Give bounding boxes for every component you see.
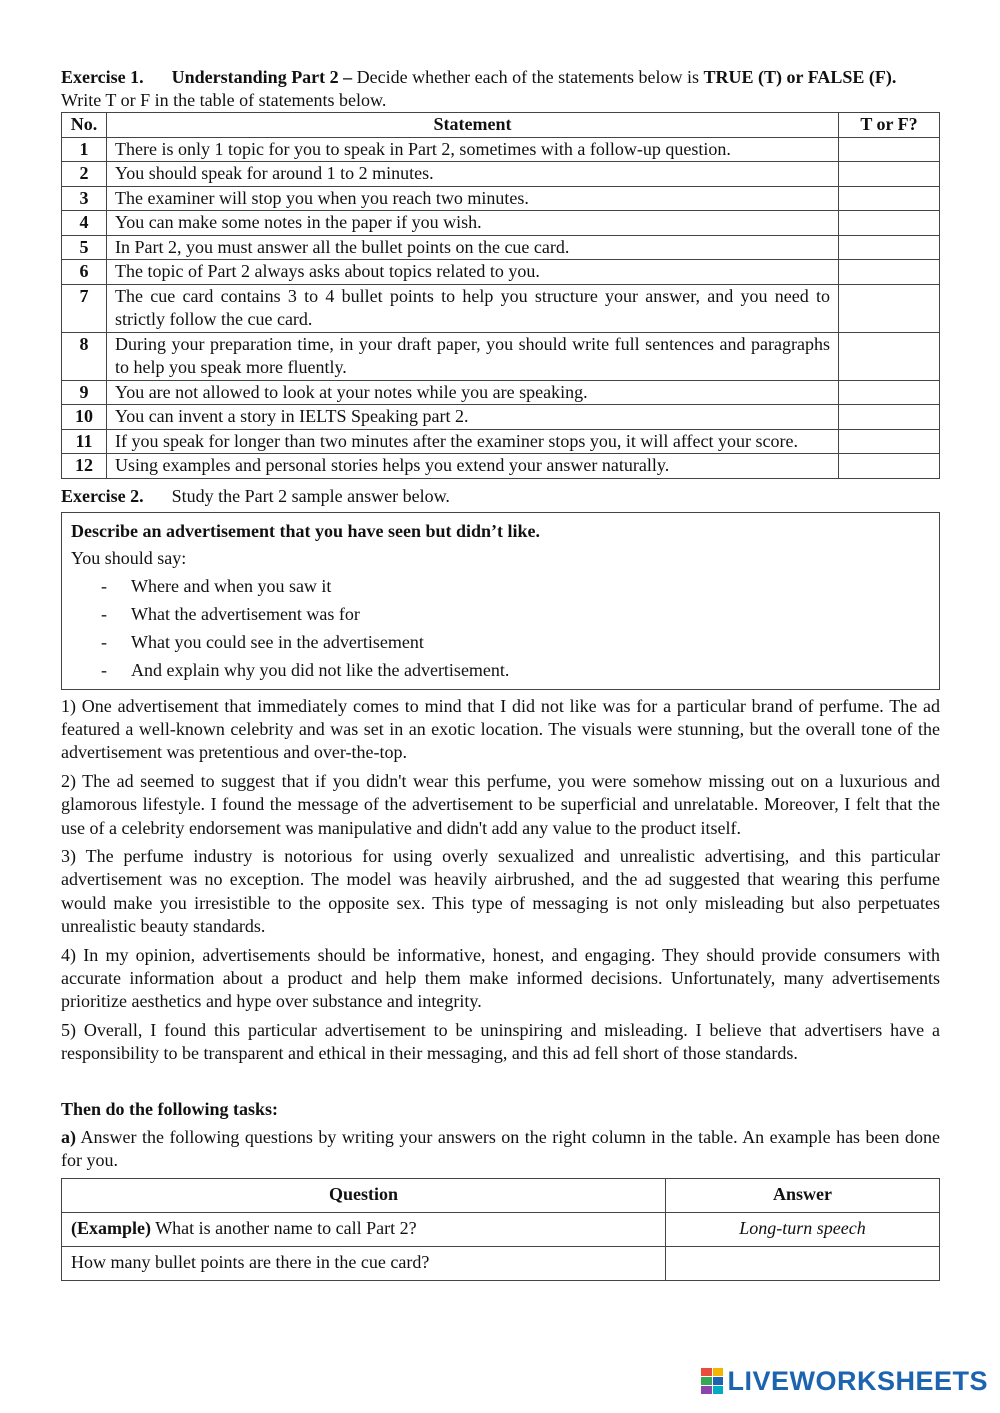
tasks-heading: Then do the following tasks: bbox=[61, 1098, 279, 1119]
worksheet-page bbox=[61, 66, 940, 1281]
cue-card-you-should-say: You should say: bbox=[71, 547, 187, 568]
statement-number: 7 bbox=[62, 284, 107, 332]
exercise2-heading bbox=[61, 485, 940, 508]
statement-row bbox=[62, 162, 940, 187]
answer-cell[interactable] bbox=[666, 1246, 940, 1280]
sample-answer bbox=[61, 695, 940, 1066]
statement-row bbox=[62, 429, 940, 454]
statement-number: 12 bbox=[62, 454, 107, 479]
header-answer: Answer bbox=[666, 1178, 940, 1212]
task-a-text: Answer the following questions by writing your answers on the right column in the table. An example has been done for you. bbox=[61, 1126, 940, 1171]
statement-text: The cue card contains 3 to 4 bullet points to help you structure your answer, and you need to strictly follow the cue card. bbox=[107, 284, 839, 332]
sample-answer-paragraph: 4) In my opinion, advertisements should be informative, honest, and engaging. They should provide consumers with accurate information about a product and help them make informed decisions. Unfortunately, many advertisements prioritize aesthetics and hype over substance and integrity. bbox=[61, 944, 940, 1012]
statement-row bbox=[62, 211, 940, 236]
logo-mark-square bbox=[713, 1377, 724, 1385]
exercise1-instruction-b: Write T or F in the table of statements below. bbox=[61, 90, 387, 110]
header-statement: Statement bbox=[107, 113, 839, 138]
statement-row bbox=[62, 137, 940, 162]
cue-card-title: Describe an advertisement that you have seen but didn’t like. bbox=[71, 520, 540, 541]
dash-marker: - bbox=[101, 575, 107, 596]
qa-header-row bbox=[62, 1178, 940, 1212]
statement-text: You can make some notes in the paper if you wish. bbox=[107, 211, 839, 236]
exercise1-heading bbox=[61, 66, 940, 112]
header-no: No. bbox=[62, 113, 107, 138]
cue-card-bullets bbox=[71, 572, 930, 684]
statement-row bbox=[62, 332, 940, 380]
dash-marker: - bbox=[101, 631, 107, 652]
statement-text: You can invent a story in IELTS Speaking part 2. bbox=[107, 405, 839, 430]
statement-number: 8 bbox=[62, 332, 107, 380]
cue-card-bullet bbox=[101, 600, 930, 628]
statements-table bbox=[61, 112, 940, 479]
tf-answer-cell[interactable] bbox=[839, 162, 940, 187]
liveworksheets-logo-text: LIVEWORKSHEETS bbox=[727, 1365, 988, 1396]
question-text: How many bullet points are there in the cue card? bbox=[71, 1252, 430, 1273]
statement-number: 5 bbox=[62, 235, 107, 260]
statement-text: The topic of Part 2 always asks about topics related to you. bbox=[107, 260, 839, 285]
statement-text: There is only 1 topic for you to speak in Part 2, sometimes with a follow-up question. bbox=[107, 137, 839, 162]
tf-answer-cell[interactable] bbox=[839, 186, 940, 211]
exercise1-title: Understanding Part 2 – bbox=[171, 67, 353, 87]
statement-text: Using examples and personal stories helps you extend your answer naturally. bbox=[107, 454, 839, 479]
qa-row bbox=[62, 1246, 940, 1280]
statement-text: In Part 2, you must answer all the bullet points on the cue card. bbox=[107, 235, 839, 260]
question-text: What is another name to call Part 2? bbox=[155, 1218, 417, 1239]
exercise1-instruction-a: Decide whether each of the statements below is bbox=[356, 67, 700, 87]
task-a-label: a) bbox=[61, 1126, 76, 1147]
statement-number: 9 bbox=[62, 380, 107, 405]
logo-mark-square bbox=[701, 1386, 712, 1394]
sample-answer-paragraph: 2) The ad seemed to suggest that if you didn't wear this perfume, you were somehow missing out on a luxurious and glamorous lifestyle. I found the message of the advertisement to be superficial and unrelatable. Moreover, I felt that the use of a celebrity endorsement was manipulative and didn't add any value to the product itself. bbox=[61, 770, 940, 838]
statement-number: 2 bbox=[62, 162, 107, 187]
sample-answer-paragraph: 5) Overall, I found this particular advertisement to be uninspiring and misleading. I believe that advertisers have a responsibility to be transparent and ethical in their messaging, and this ad fell short of those standards. bbox=[61, 1019, 940, 1064]
cue-card-bullet bbox=[101, 572, 930, 600]
tf-answer-cell[interactable] bbox=[839, 137, 940, 162]
tf-answer-cell[interactable] bbox=[839, 429, 940, 454]
logo-mark-square bbox=[713, 1386, 724, 1394]
exercise2-label: Exercise 2. bbox=[61, 485, 144, 506]
statement-number: 3 bbox=[62, 186, 107, 211]
liveworksheets-logo-icon bbox=[701, 1368, 723, 1394]
qa-row bbox=[62, 1212, 940, 1246]
liveworksheets-logo[interactable] bbox=[701, 1364, 988, 1399]
statement-row bbox=[62, 380, 940, 405]
tf-answer-cell[interactable] bbox=[839, 284, 940, 332]
dash-marker: - bbox=[101, 659, 107, 680]
statement-row bbox=[62, 235, 940, 260]
statement-number: 10 bbox=[62, 405, 107, 430]
logo-mark-square bbox=[701, 1368, 712, 1376]
statement-number: 11 bbox=[62, 429, 107, 454]
exercise1-label: Exercise 1. bbox=[61, 67, 144, 87]
statement-text: During your preparation time, in your draft paper, you should write full sentences and paragraphs to help you speak more fluently. bbox=[107, 332, 839, 380]
cue-card bbox=[61, 512, 940, 690]
dash-marker: - bbox=[101, 603, 107, 624]
statement-row bbox=[62, 284, 940, 332]
header-tf: T or F? bbox=[839, 113, 940, 138]
cue-card-bullet bbox=[101, 656, 930, 684]
tf-answer-cell[interactable] bbox=[839, 235, 940, 260]
exercise1-instruction-bold: TRUE (T) or FALSE (F). bbox=[703, 67, 897, 87]
tf-answer-cell[interactable] bbox=[839, 260, 940, 285]
statement-text: You should speak for around 1 to 2 minutes. bbox=[107, 162, 839, 187]
task-a-instruction bbox=[61, 1126, 940, 1173]
question-answer-table bbox=[61, 1178, 940, 1281]
cue-card-bullet-text: What you could see in the advertisement bbox=[131, 631, 424, 652]
statement-row bbox=[62, 260, 940, 285]
logo-mark-square bbox=[701, 1377, 712, 1385]
cue-card-bullet-text: Where and when you saw it bbox=[131, 575, 332, 596]
question-cell bbox=[62, 1212, 666, 1246]
logo-mark-square bbox=[713, 1368, 724, 1376]
sample-answer-paragraph: 3) The perfume industry is notorious for using overly sexualized and unrealistic advertising, and this particular advertisement was no exception. The model was heavily airbrushed, and the ad suggested that wearing this perfume would make you irresistible to the opposite sex. This type of messaging is not only misleading but also perpetuates unrealistic beauty standards. bbox=[61, 845, 940, 937]
answer-cell: Long-turn speech bbox=[666, 1212, 940, 1246]
exercise2-instruction: Study the Part 2 sample answer below. bbox=[171, 485, 450, 506]
header-question: Question bbox=[62, 1178, 666, 1212]
statement-number: 6 bbox=[62, 260, 107, 285]
example-prefix: (Example) bbox=[71, 1218, 151, 1239]
cue-card-bullet-text: And explain why you did not like the advertisement. bbox=[131, 659, 510, 680]
statement-number: 1 bbox=[62, 137, 107, 162]
tf-answer-cell[interactable] bbox=[839, 332, 940, 380]
statement-text: You are not allowed to look at your notes while you are speaking. bbox=[107, 380, 839, 405]
cue-card-bullet bbox=[101, 628, 930, 656]
cue-card-bullet-text: What the advertisement was for bbox=[131, 603, 360, 624]
statement-row bbox=[62, 454, 940, 479]
tf-answer-cell[interactable] bbox=[839, 454, 940, 479]
tf-answer-cell[interactable] bbox=[839, 405, 940, 430]
statement-text: If you speak for longer than two minutes after the examiner stops you, it will affect your score. bbox=[107, 429, 839, 454]
tf-answer-cell[interactable] bbox=[839, 380, 940, 405]
tf-answer-cell[interactable] bbox=[839, 211, 940, 236]
statements-header-row bbox=[62, 113, 940, 138]
statement-row bbox=[62, 186, 940, 211]
sample-answer-paragraph: 1) One advertisement that immediately comes to mind that I did not like was for a particular brand of perfume. The ad featured a well-known celebrity and was set in an exotic location. The visuals were stunning, but the overall tone of the advertisement was pretentious and over-the-top. bbox=[61, 695, 940, 763]
question-cell bbox=[62, 1246, 666, 1280]
statement-row bbox=[62, 405, 940, 430]
statement-number: 4 bbox=[62, 211, 107, 236]
statement-text: The examiner will stop you when you reach two minutes. bbox=[107, 186, 839, 211]
